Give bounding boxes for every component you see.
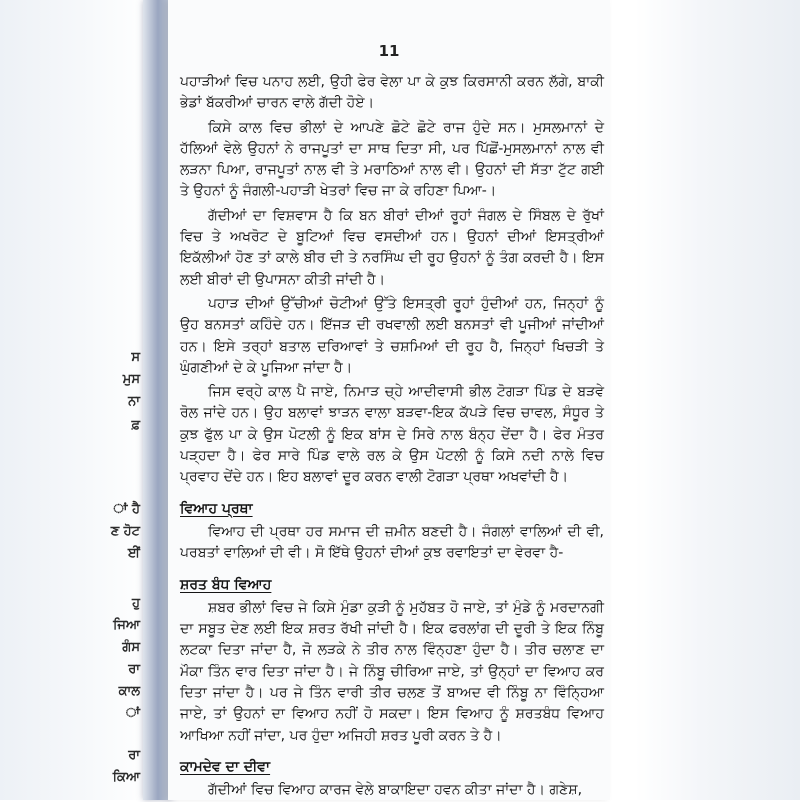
page-fragment: ਫ਼ [131, 418, 140, 433]
page-fragment: ਹੁ [132, 596, 140, 611]
previous-page-edge [0, 0, 150, 800]
page-number: 11 [378, 42, 400, 60]
page-fragment: ਰਾ [128, 748, 140, 763]
paragraph: ਪਹਾੜ ਦੀਆਂ ਉੱਚੀਆਂ ਚੋਟੀਆਂ ਉੱਤੇ ਇਸਤ੍ਰੀ ਰੂਹਾਂ ਹੁੰਦੀਆਂ ਹਨ, ਜਿਨ੍ਹਾਂ ਨੂੰ ਉਹ ਬਨਸਤਾਂ ਕਹਿੰਦੇ ਹਨ। ਇੱਜੜ ਦੀ ਰਖਵਾਲੀ ਲਈ ਬਨਸਤਾਂ ਵੀ ਪੂਜੀਆਂ ਜਾਂਦੀਆਂ ਹਨ। ਇਸੇ ਤਰ੍ਹਾਂ ਬਤਾਲ ਦਰਿਆਵਾਂ ਤੇ ਚਸ਼ਮਿਆਂ ਦੀ ਰੂਹ ਹੈ, ਜਿਨ੍ਹਾਂ ਖਿਚੜੀ ਤੇ ਘੁੰਗਣੀਆਂ ਦੇ ਕੇ ਪੂਜਿਆ ਜਾਂਦਾ ਹੈ। [180, 295, 604, 376]
page-fragment: ਜਿਆ [113, 618, 140, 633]
paragraph: ਪਹਾੜੀਆਂ ਵਿਚ ਪਨਾਹ ਲਈ, ਉਹੀ ਫੇਰ ਵੇਲਾ ਪਾ ਕੇ ਕੁਝ ਕਿਰਸਾਨੀ ਕਰਨ ਲੱਗੇ, ਬਾਕੀ ਭੇਡਾਂ ਬੱਕਰੀਆਂ ਚਾਰਨ ਵਾਲੇ ਗੱਦੀ ਹੋਏ। [180, 74, 604, 112]
page-fragment: ਾਂ ਹੈ [113, 502, 140, 517]
page-fragment: ਨਾ [128, 394, 140, 409]
page-fragment: ਈਂ [127, 546, 140, 561]
page-fragment: ਰਾ [128, 662, 140, 677]
page-text [168, 72, 610, 802]
section-heading: ਕਾਮਦੇਵ ਦਾ ਦੀਵਾ [180, 758, 271, 775]
section-heading: ਸ਼ਰਤ ਬੰਧ ਵਿਆਹ [180, 576, 272, 593]
page-fragment: ਸ [131, 350, 140, 365]
page-fragment: ਕਿਆ [112, 770, 140, 785]
paragraph: ਕਿਸੇ ਕਾਲ ਵਿਚ ਭੀਲਾਂ ਦੇ ਆਪਣੇ ਛੋਟੇ ਛੋਟੇ ਰਾਜ ਹੁੰਦੇ ਸਨ। ਮੁਸਲਮਾਨਾਂ ਦੇ ਹੱਲਿਆਂ ਵੇਲੇ ਉਹਨਾਂ ਨੇ ਰਾਜਪੂਤਾਂ ਦਾ ਸਾਥ ਦਿਤਾ ਸੀ, ਪਰ ਪਿੱਛੋਂ-ਮੁਸਲਮਾਨਾਂ ਨਾਲ ਵੀ ਲੜਨਾ ਪਿਆ, ਰਾਜਪੂਤਾਂ ਨਾਲ ਵੀ ਤੇ ਮਰਾਠਿਆਂ ਨਾਲ ਵੀ। ਉਹਨਾਂ ਦੀ ਸੱਤਾ ਟੁੱਟ ਗਈ ਤੇ ਉਹਨਾਂ ਨੂੰ ਜੰਗਲੀ-ਪਹਾੜੀ ਖੇਤਰਾਂ ਵਿਚ ਜਾ ਕੇ ਰਹਿਣਾ ਪਿਆ-। [180, 119, 604, 200]
paragraph: ਗੱਦੀਆਂ ਵਿਚ ਵਿਆਹ ਕਾਰਜ ਵੇਲੇ ਬਾਕਾਇਦਾ ਹਵਨ ਕੀਤਾ ਜਾਂਦਾ ਹੈ। ਗਣੇਸ਼, [208, 782, 583, 799]
page-fragment: ਕਾਲ [118, 684, 140, 699]
paragraph: ਵਿਆਹ ਦੀ ਪ੍ਰਥਾ ਹਰ ਸਮਾਜ ਦੀ ਜ਼ਮੀਨ ਬਣਦੀ ਹੈ। ਜੰਗਲਾਂ ਵਾਲਿਆਂ ਦੀ ਵੀ, ਪਰਬਤਾਂ ਵਾਲਿਆਂ ਦੀ ਵੀ। ਸੋ ਇੱਥੇ ਉਹਨਾਂ ਦੀਆਂ ਕੁਝ ਰਵਾਇਤਾਂ ਦਾ ਵੇਰਵਾ ਹੈ- [180, 523, 604, 562]
section-heading: ਵਿਆਹ ਪ੍ਰਥਾ [180, 500, 253, 517]
page-fragment: ਣ ਹੋਟ [110, 524, 140, 539]
page-fragment: ਗੰਸ [122, 640, 140, 655]
paragraph: ਜਿਸ ਵਰ੍ਹੇ ਕਾਲ ਪੈ ਜਾਏ, ਨਿਮਾੜ ਚ੍ਹੇ ਆਦੀਵਾਸੀ ਭੀਲ ਟੋਗੜਾ ਪਿੰਡ ਦੇ ਬੜਵੇ ਰੋਲ ਜਾਂਦੇ ਹਨ। ਉਹ ਬਲਾਵਾਂ ਝਾੜਨ ਵਾਲਾ ਬੜਵਾ-ਇਕ ਕੱਪੜੇ ਵਿਚ ਚਾਵਲ, ਸੰਧੂਰ ਤੇ ਕੁਝ ਫੁੱਲ ਪਾ ਕੇ ਉਸ ਪੋਟਲੀ ਨੂੰ ਇਕ ਬਾਂਸ ਦੇ ਸਿਰੇ ਨਾਲ ਬੰਨ੍ਹ ਦੇਂਦਾ ਹੈ। ਫੇਰ ਮੰਤਰ ਪੜ੍ਹਦਾ ਹੈ। ਫੇਰ ਸਾਰੇ ਪਿੰਡ ਵਾਲੇ ਰਲ ਕੇ ਉਸ ਪੋਟਲੀ ਨੂੰ ਕਿਸੇ ਨਦੀ ਨਾਲੇ ਵਿਚ ਪ੍ਰਵਾਹ ਦੇਂਦੇ ਹਨ। ਇਹ ਬਲਾਵਾਂ ਦੂਰ ਕਰਨ ਵਾਲੀ ਟੋਗੜਾ ਪ੍ਰਥਾ ਅਖਵਾਂਦੀ ਹੈ। [180, 384, 604, 486]
page-fragment: ਾਂ [125, 706, 140, 721]
paragraph: ਗੱਦੀਆਂ ਦਾ ਵਿਸ਼ਵਾਸ ਹੈ ਕਿ ਬਨ ਬੀਰਾਂ ਦੀਆਂ ਰੂਹਾਂ ਜੰਗਲ ਦੇ ਸਿੰਬਲ ਦੇ ਰੁੱਖਾਂ ਵਿਚ ਤੇ ਅਖਰੋਟ ਦੇ ਬੂਟਿਆਂ ਵਿਚ ਵਸਦੀਆਂ ਹਨ। ਉਹਨਾਂ ਦੀਆਂ ਇਸਤ੍ਰੀਆਂ ਇਕੱਲੀਆਂ ਹੋਣ ਤਾਂ ਕਾਲੇ ਬੀਰ ਦੀ ਤੇ ਨਰਸਿੰਘ ਦੀ ਰੂਹ ਉਹਨਾਂ ਨੂੰ ਤੰਗ ਕਰਦੀ ਹੈ। ਇਸ ਲਈ ਬੀਰਾਂ ਦੀ ਉਪਾਸਨਾ ਕੀਤੀ ਜਾਂਦੀ ਹੈ। [180, 207, 604, 288]
book-page [168, 0, 610, 800]
paragraph: ਸ਼ਬਰ ਭੀਲਾਂ ਵਿਚ ਜੇ ਕਿਸੇ ਮੁੰਡਾ ਕੁੜੀ ਨੂੰ ਮੁਹੱਬਤ ਹੋ ਜਾਏ, ਤਾਂ ਮੁੰਡੇ ਨੂੰ ਮਰਦਾਨਗੀ ਦਾ ਸਬੂਤ ਦੇਣ ਲਈ ਇਕ ਸ਼ਰਤ ਰੱਖੀ ਜਾਂਦੀ ਹੈ। ਇਕ ਫਰਲਾਂਗ ਦੀ ਦੂਰੀ ਤੇ ਇਕ ਨਿੰਬੂ ਲਟਕਾ ਦਿਤਾ ਜਾਂਦਾ ਹੈ, ਜੋ ਲੜਕੇ ਨੇ ਤੀਰ ਨਾਲ ਵਿੰਨ੍ਹਣਾ ਹੁੰਦਾ ਹੈ। ਤੀਰ ਚਲਾਣ ਦਾ ਮੌਕਾ ਤਿੰਨ ਵਾਰ ਦਿਤਾ ਜਾਂਦਾ ਹੈ। ਜੇ ਨਿੰਬੂ ਚੀਰਿਆ ਜਾਏ, ਤਾਂ ਉਨ੍ਹਾਂ ਦਾ ਵਿਆਹ ਕਰ ਦਿਤਾ ਜਾਂਦਾ ਹੈ। ਪਰ ਜੇ ਤਿੰਨ ਵਾਰੀ ਤੀਰ ਚਲਣ ਤੋਂ ਬਾਅਦ ਵੀ ਨਿੰਬੂ ਨਾ ਵਿੰਨ੍ਹਿਆ ਜਾਏ, ਤਾਂ ਉਹਨਾਂ ਦਾ ਵਿਆਹ ਨਹੀਂ ਹੋ ਸਕਦਾ। ਇਸ ਵਿਆਹ ਨੂੰ ਸ਼ਰਤਬੰਧ ਵਿਆਹ ਆਖਿਆ ਨਹੀਂ ਜਾਂਦਾ, ਪਰ ਹੁੰਦਾ ਅਜਿਹੀ ਸ਼ਰਤ ਪੂਰੀ ਕਰਨ ਤੇ ਹੈ। [180, 599, 604, 744]
page-fragment: ਮੁਸ [122, 372, 140, 387]
right-background [635, 0, 800, 800]
